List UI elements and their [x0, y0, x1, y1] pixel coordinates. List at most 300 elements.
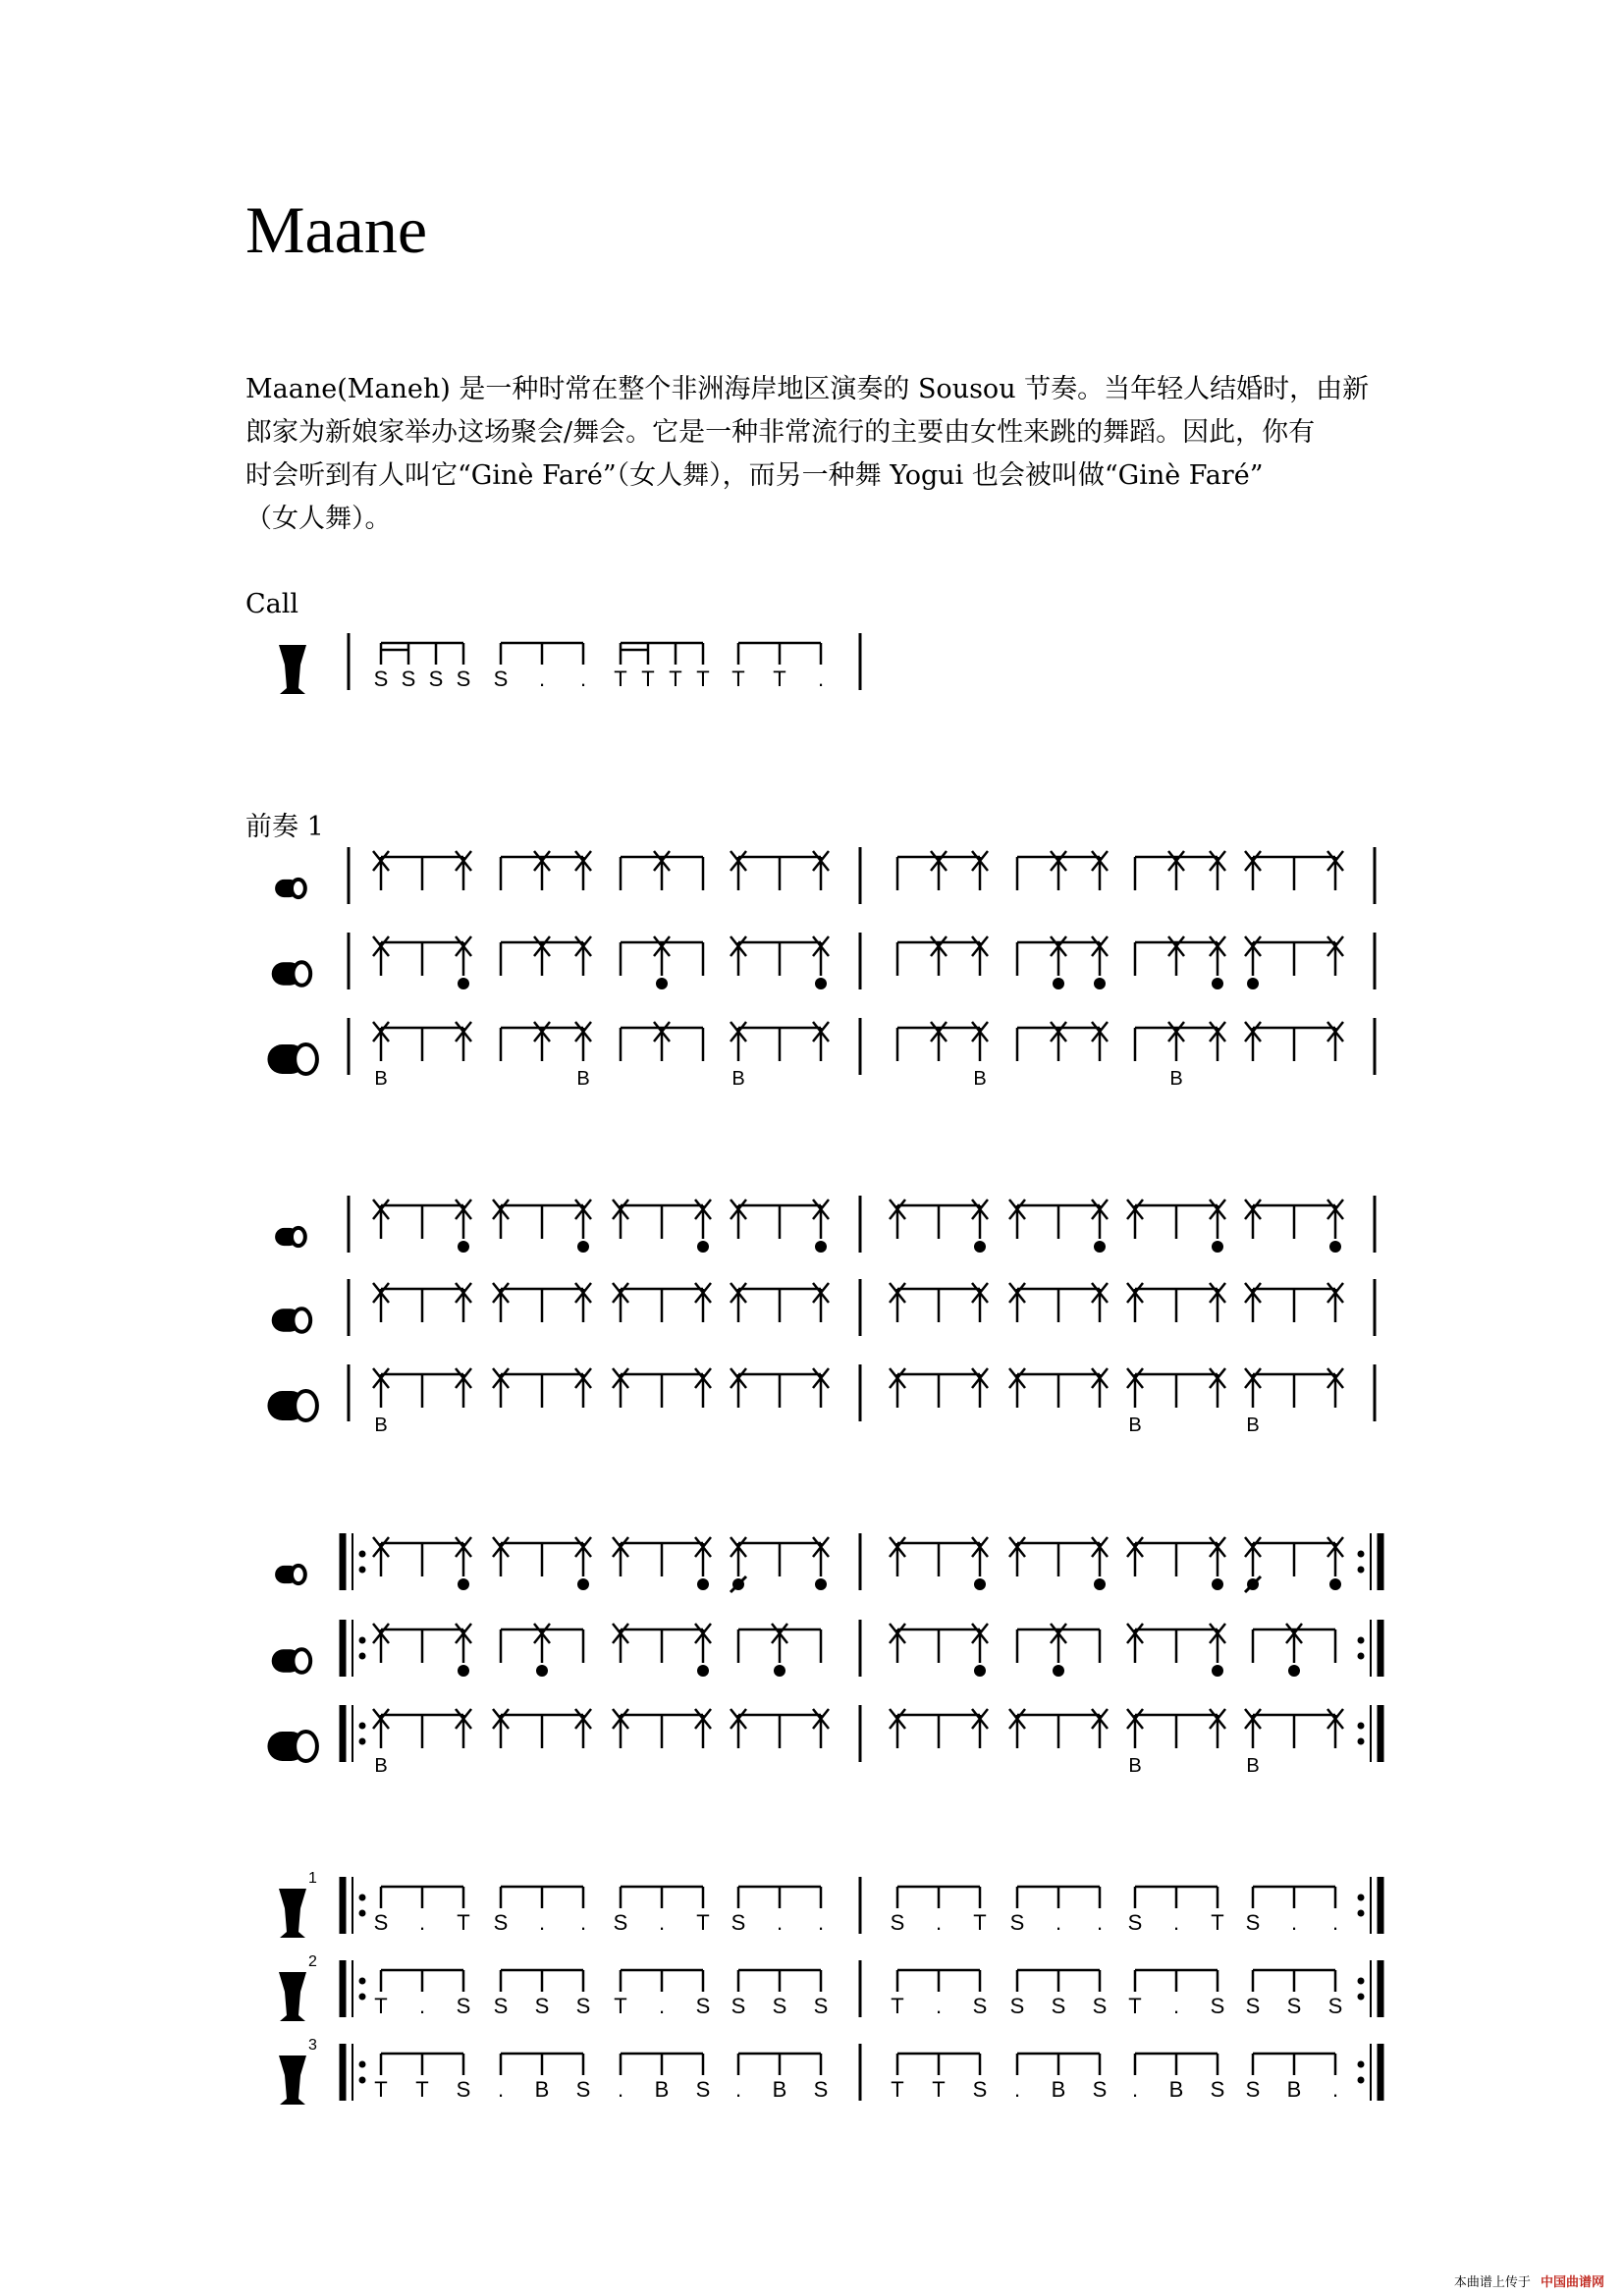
stroke-label: . — [418, 1994, 426, 2018]
drum-head — [295, 1044, 317, 1074]
beat-group — [897, 851, 988, 890]
staff-row — [279, 1953, 1380, 2021]
bass-label: B — [1169, 1068, 1183, 1090]
djembe-shape — [279, 1889, 306, 1938]
kenkeni-icon — [275, 1228, 305, 1246]
staff-row — [275, 847, 1375, 904]
beat-group — [613, 1537, 711, 1590]
beat-group — [1128, 1887, 1224, 1935]
stroke-label: . — [935, 1994, 943, 2018]
stroke-label: S — [772, 1994, 787, 2018]
repeat-dot — [359, 1994, 366, 2001]
beat-group — [1017, 1022, 1108, 1061]
repeat-dot — [359, 1978, 366, 1985]
stroke-label: T — [614, 667, 627, 691]
bass-label: B — [973, 1068, 987, 1090]
stroke-label: B — [534, 2077, 550, 2102]
repeat-dot — [1358, 1738, 1365, 1745]
stroke-label: S — [1009, 1994, 1025, 2018]
bass-label: B — [374, 1068, 388, 1090]
stroke-label: T — [891, 1994, 904, 2018]
repeat-dot — [1358, 1723, 1365, 1730]
system-prelude-1 — [267, 847, 1375, 1090]
stroke-label: B — [654, 2077, 670, 2102]
beat-group — [890, 1624, 988, 1677]
bass-label: B — [374, 1415, 388, 1436]
dundunba-icon — [267, 1391, 316, 1420]
stroke-label: T — [415, 2077, 429, 2102]
stroke-label: T — [932, 2077, 946, 2102]
beat-group — [1135, 1022, 1225, 1090]
kenkeni-icon — [275, 1566, 305, 1583]
djembe-icon — [279, 645, 306, 694]
beat-group — [1127, 1368, 1225, 1436]
bell-dot — [1094, 1241, 1106, 1253]
beat-group — [1245, 851, 1343, 890]
beat-group — [731, 1970, 829, 2018]
beat-group — [614, 643, 709, 691]
beat-group — [613, 1200, 711, 1253]
beat-group — [1246, 2054, 1338, 2102]
stroke-label: S — [1327, 1994, 1343, 2018]
stroke-label: . — [935, 1910, 943, 1935]
beat-group — [1014, 2054, 1107, 2102]
beat-group — [373, 936, 471, 989]
beat-group — [1127, 1283, 1225, 1322]
djembe-shape — [279, 1972, 306, 2021]
bell-dot — [1212, 978, 1223, 989]
bell-dot — [1053, 1665, 1064, 1677]
beat-group — [1135, 936, 1225, 989]
intro-line: Maane(Maneh) 是一种时常在整个非洲海岸地区演奏的 Sousou 节奏。当年轻人结婚时，由新 — [245, 374, 1370, 404]
drum-head — [293, 962, 310, 985]
staff-row — [275, 1533, 1380, 1592]
beat-group — [1128, 1970, 1224, 2018]
bell-dot — [1053, 978, 1064, 989]
stroke-label: B — [1168, 2077, 1184, 2102]
beat-group — [731, 1709, 829, 1748]
beat-group — [1009, 1200, 1108, 1253]
beat-group — [1245, 1537, 1343, 1592]
stroke-label: S — [1009, 1910, 1025, 1935]
beat-group — [731, 1022, 829, 1090]
stroke-label: . — [1096, 1910, 1104, 1935]
system-call — [279, 633, 860, 694]
djembe-icon — [279, 1889, 306, 1938]
repeat-dot — [1358, 1567, 1365, 1574]
stroke-label: . — [579, 667, 587, 691]
stroke-label: S — [1127, 1910, 1143, 1935]
beat-group — [498, 2054, 590, 2102]
stroke-label: S — [534, 1994, 550, 2018]
beat-group — [890, 1200, 988, 1253]
stroke-label: S — [613, 1910, 628, 1935]
bass-label: B — [1246, 1415, 1260, 1436]
beat-group — [373, 851, 471, 890]
sangban-icon — [272, 1649, 310, 1672]
stroke-label: T — [457, 1910, 470, 1935]
stroke-label: . — [1172, 1994, 1180, 2018]
sangban-icon — [272, 1308, 310, 1331]
staff-row — [272, 1620, 1380, 1677]
stroke-label: T — [1128, 1994, 1142, 2018]
beat-group — [1009, 1709, 1108, 1748]
beat-group — [738, 1624, 821, 1677]
stroke-label: . — [538, 667, 546, 691]
drum-head — [292, 880, 305, 897]
beat-group — [373, 1022, 471, 1090]
bell-dot — [974, 1665, 986, 1677]
beat-group — [618, 2054, 710, 2102]
stroke-label: T — [731, 667, 745, 691]
stroke-label: . — [1055, 1910, 1062, 1935]
beat-group — [731, 1368, 829, 1408]
bell-dot — [697, 1665, 709, 1677]
beat-group — [1017, 1624, 1100, 1677]
beat-group — [494, 1887, 586, 1935]
beat-group — [501, 851, 591, 890]
stroke-label: T — [891, 2077, 904, 2102]
beat-group — [1009, 1283, 1108, 1322]
staff-row — [267, 1364, 1375, 1436]
staff-row — [272, 933, 1375, 989]
bell-dot — [1212, 1665, 1223, 1677]
footer — [1454, 2271, 1604, 2290]
sangban-icon — [272, 962, 310, 985]
bell-dot — [458, 1241, 469, 1253]
footer-text: 本曲谱上传于 — [1453, 2275, 1531, 2290]
beat-group — [373, 1624, 471, 1677]
beat-group — [613, 1368, 711, 1408]
bass-label: B — [576, 1068, 590, 1090]
beat-group — [501, 1022, 591, 1090]
stroke-label: S — [1245, 2077, 1261, 2102]
beat-group — [374, 1970, 470, 2018]
repeat-dot — [359, 1637, 366, 1644]
stroke-label: T — [1211, 1910, 1224, 1935]
prelude-label: 前奏 1 — [245, 812, 324, 842]
bell-dot — [974, 1578, 986, 1590]
stroke-label: B — [772, 2077, 787, 2102]
djembe-icon — [279, 2056, 306, 2105]
beat-group — [493, 1200, 591, 1253]
beat-group — [897, 936, 988, 976]
bell-dot — [1329, 1241, 1341, 1253]
stroke-label: T — [669, 667, 682, 691]
beat-group — [501, 936, 591, 976]
beat-group — [494, 643, 586, 691]
beat-group — [1017, 936, 1108, 989]
stroke-label: T — [641, 667, 655, 691]
bell-dot — [1247, 978, 1259, 989]
system-system-3 — [267, 1533, 1380, 1777]
repeat-dot — [1358, 1653, 1365, 1660]
bell-dot — [577, 1578, 589, 1590]
beat-group — [1245, 1368, 1343, 1436]
stroke-label: S — [493, 667, 509, 691]
stroke-label: S — [731, 1910, 746, 1935]
beat-group — [613, 1709, 711, 1748]
stroke-label: T — [696, 1910, 710, 1935]
staff-row — [267, 1705, 1380, 1777]
beat-group — [613, 1624, 711, 1677]
beat-group — [1127, 1200, 1225, 1253]
repeat-dot — [359, 1567, 366, 1574]
beat-group — [373, 1200, 471, 1253]
stroke-label: S — [890, 1910, 905, 1935]
djembe-shape — [279, 2056, 306, 2105]
stroke-label: T — [374, 1994, 388, 2018]
stroke-label: S — [1092, 1994, 1108, 2018]
stroke-label: . — [1331, 1910, 1339, 1935]
beat-group — [621, 936, 703, 989]
kenkeni-icon — [275, 880, 305, 897]
bass-label: B — [731, 1068, 745, 1090]
stroke-label: S — [731, 1994, 746, 2018]
beat-group — [1009, 1368, 1108, 1408]
repeat-dot — [359, 1551, 366, 1558]
beat-group — [1245, 1022, 1343, 1061]
stroke-label: S — [813, 1994, 829, 2018]
bell-dot — [458, 1665, 469, 1677]
stroke-label: . — [734, 2077, 742, 2102]
beat-group — [493, 1709, 591, 1748]
stroke-label: T — [696, 667, 710, 691]
stroke-label: . — [1290, 1910, 1298, 1935]
bell-dot — [815, 1241, 827, 1253]
repeat-dot — [359, 1910, 366, 1917]
bell-dot — [697, 1578, 709, 1590]
page-title: Maane — [245, 192, 428, 267]
bell-dot — [697, 1241, 709, 1253]
beat-group — [494, 1970, 591, 2018]
stroke-label: S — [493, 1910, 509, 1935]
beat-group — [897, 1022, 988, 1090]
beat-group — [1245, 1283, 1343, 1322]
bell-dot — [536, 1665, 548, 1677]
bell-dot — [1094, 978, 1106, 989]
repeat-dot — [1358, 1994, 1365, 2001]
system-djembe-parts — [279, 1870, 1380, 2105]
repeat-dot — [359, 2077, 366, 2084]
stroke-label: . — [817, 1910, 825, 1935]
beat-group — [731, 936, 829, 989]
stroke-label: B — [1051, 2077, 1066, 2102]
beat-group — [1245, 936, 1343, 989]
beat-group — [1253, 1624, 1335, 1677]
drum-head — [295, 1732, 317, 1761]
beat-group — [374, 643, 471, 691]
drum-head — [293, 1649, 310, 1672]
bell-dot — [815, 1578, 827, 1590]
drum-head — [292, 1228, 305, 1246]
repeat-dot — [359, 1738, 366, 1745]
stroke-label: S — [695, 1994, 711, 2018]
staff-row — [272, 1279, 1375, 1336]
beat-group — [374, 1887, 470, 1935]
repeat-dot — [359, 1895, 366, 1901]
beat-group — [1132, 2054, 1224, 2102]
stroke-label: S — [813, 2077, 829, 2102]
beat-group — [493, 1368, 591, 1408]
bell-dot — [458, 978, 469, 989]
beat-group — [890, 1283, 988, 1322]
beat-group — [1246, 1970, 1343, 2018]
beat-group — [1127, 1624, 1225, 1677]
stroke-label: S — [575, 1994, 591, 2018]
stroke-label: S — [428, 667, 444, 691]
bass-label: B — [1128, 1415, 1142, 1436]
stroke-label: . — [579, 1910, 587, 1935]
drum-head — [295, 1391, 317, 1420]
beat-group — [1010, 1887, 1103, 1935]
beat-group — [890, 1537, 988, 1590]
beat-group — [1245, 1709, 1343, 1777]
bell-dot — [1212, 1241, 1223, 1253]
bell-dot — [458, 1578, 469, 1590]
beat-group — [613, 1283, 711, 1322]
stroke-label: S — [972, 2077, 988, 2102]
staff-row — [275, 1196, 1375, 1253]
beat-group — [731, 1200, 829, 1253]
drum-head — [293, 1308, 310, 1331]
stroke-label: S — [1245, 1994, 1261, 2018]
beat-group — [493, 1537, 591, 1590]
staff-row — [279, 633, 860, 694]
bass-label: B — [1128, 1755, 1142, 1777]
beat-group — [373, 1368, 471, 1436]
intro-line: （女人舞）。 — [245, 504, 392, 534]
stroke-label: . — [538, 1910, 546, 1935]
stroke-label: . — [1172, 1910, 1180, 1935]
bell-dot — [774, 1665, 785, 1677]
bass-label: B — [1246, 1755, 1260, 1777]
beat-group — [1246, 1887, 1338, 1935]
stroke-label: . — [658, 1910, 666, 1935]
beat-group — [731, 1887, 824, 1935]
footer-brand: 中国曲谱网 — [1540, 2275, 1604, 2290]
stroke-label: . — [617, 2077, 624, 2102]
bass-label: B — [374, 1755, 388, 1777]
part-number: 3 — [308, 2037, 317, 2054]
stroke-label: . — [1331, 2077, 1339, 2102]
repeat-dot — [1358, 1895, 1365, 1901]
beat-group — [731, 1283, 829, 1322]
dundunba-icon — [267, 1044, 316, 1074]
bell-dot — [1329, 1578, 1341, 1590]
djembe-shape — [279, 645, 306, 694]
beat-group — [374, 2054, 470, 2102]
stroke-label: . — [1131, 2077, 1139, 2102]
beat-group — [890, 1709, 988, 1748]
stroke-label: S — [1051, 1994, 1066, 2018]
part-number: 2 — [308, 1953, 317, 1970]
stroke-label: . — [418, 1910, 426, 1935]
staff-row — [279, 1870, 1380, 1938]
part-number: 1 — [308, 1870, 317, 1887]
system-system-2 — [267, 1196, 1375, 1436]
beat-group — [891, 1970, 987, 2018]
stroke-label: S — [456, 1994, 471, 2018]
beat-group — [614, 1970, 710, 2018]
beat-group — [621, 1022, 703, 1061]
beat-group — [1017, 851, 1108, 890]
beat-group — [373, 1709, 471, 1777]
beat-group — [373, 1283, 471, 1322]
stroke-label: . — [817, 667, 825, 691]
repeat-dot — [1358, 1978, 1365, 1985]
staff-row — [279, 2037, 1380, 2105]
stroke-label: S — [493, 1994, 509, 2018]
dundunba-icon — [267, 1732, 316, 1761]
repeat-dot — [1358, 2077, 1365, 2084]
beat-group — [621, 851, 703, 890]
stroke-label: . — [658, 1994, 666, 2018]
repeat-dot — [359, 1723, 366, 1730]
stroke-label: S — [695, 2077, 711, 2102]
drum-head — [292, 1566, 305, 1583]
call-label: Call — [245, 589, 299, 619]
beat-group — [891, 1887, 987, 1935]
bell-dot — [1094, 1578, 1106, 1590]
beat-group — [1245, 1200, 1343, 1253]
beat-group — [1010, 1970, 1108, 2018]
beat-group — [731, 643, 824, 691]
stroke-label: . — [497, 2077, 505, 2102]
repeat-dot — [1358, 1637, 1365, 1644]
beat-group — [614, 1887, 710, 1935]
repeat-dot — [1358, 1910, 1365, 1917]
repeat-dot — [359, 2061, 366, 2068]
bell-dot — [656, 978, 668, 989]
beat-group — [731, 1537, 829, 1592]
beat-group — [1009, 1537, 1108, 1590]
stroke-label: S — [575, 2077, 591, 2102]
repeat-dot — [1358, 2061, 1365, 2068]
stroke-label: T — [614, 1994, 627, 2018]
beat-group — [1127, 1537, 1225, 1590]
stroke-label: S — [1286, 1994, 1302, 2018]
stroke-label: T — [374, 2077, 388, 2102]
stroke-label: S — [456, 667, 471, 691]
stroke-label: S — [1210, 2077, 1225, 2102]
bell-dot — [815, 978, 827, 989]
bell-dot — [1288, 1665, 1300, 1677]
beat-group — [493, 1283, 591, 1322]
stroke-label: S — [373, 667, 389, 691]
repeat-dot — [359, 1653, 366, 1660]
beat-group — [373, 1537, 471, 1590]
beat-group — [1127, 1709, 1225, 1777]
stroke-label: S — [1092, 2077, 1108, 2102]
beat-group — [890, 1368, 988, 1408]
bell-dot — [974, 1241, 986, 1253]
stroke-label: T — [773, 667, 786, 691]
stroke-label: S — [972, 1994, 988, 2018]
beat-group — [891, 2054, 987, 2102]
beat-group — [731, 851, 829, 890]
bell-dot — [1212, 1578, 1223, 1590]
djembe-icon — [279, 1972, 306, 2021]
stroke-label: . — [776, 1910, 784, 1935]
intro-line: 郎家为新娘家举办这场聚会/舞会。它是一种非常流行的主要由女性来跳的舞蹈。因此，你有 — [245, 417, 1316, 448]
beat-group — [735, 2054, 828, 2102]
stroke-label: S — [1245, 1910, 1261, 1935]
repeat-dot — [1358, 1551, 1365, 1558]
bell-dot — [577, 1241, 589, 1253]
intro-line: 时会听到有人叫它“Ginè Faré”（女人舞），而另一种舞 Yogui 也会被叫做“Ginè Faré” — [245, 460, 1264, 491]
stroke-label: . — [1013, 2077, 1021, 2102]
